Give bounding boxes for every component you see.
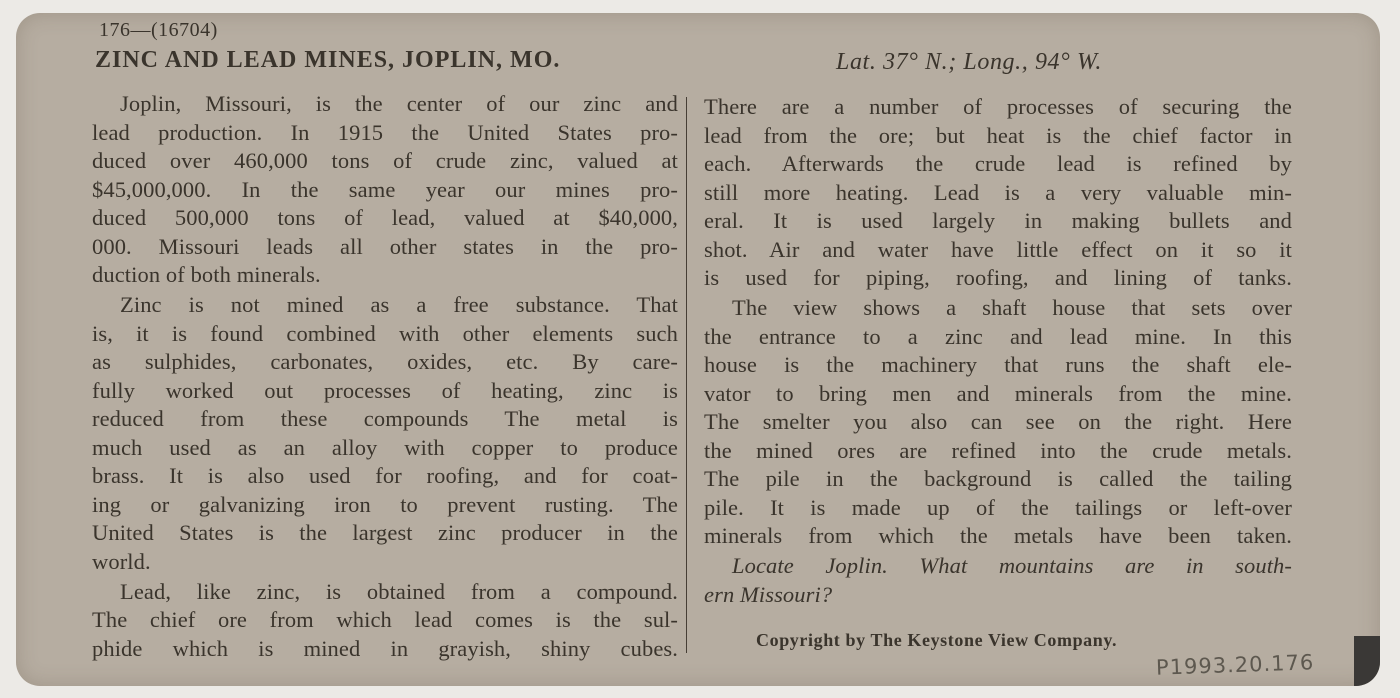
text-line: Joplin, Missouri, is the center of our zinc and: [120, 91, 678, 116]
column-divider: [686, 97, 687, 653]
text-line: as sulphides, carbonates, oxides, etc. By care-: [92, 349, 678, 374]
text-line: is used for piping, roofing, and lining of tanks.: [704, 265, 1292, 290]
corner-wear: [1354, 636, 1380, 686]
text-line: United States is the largest zinc producer in the: [92, 520, 678, 545]
text-line: still more heating. Lead is a very valuable min-: [704, 179, 1292, 205]
question-line: Locate Joplin. What mountains are in south-: [732, 553, 1292, 578]
text-line: The chief ore from which lead comes is the sul-: [92, 607, 678, 632]
text-line: lead from the ore; but heat is the chief factor in: [704, 122, 1292, 148]
question-line: ern Missouri?: [704, 581, 833, 607]
text-line: pile. It is made up of the tailings or left-over: [704, 494, 1292, 520]
catalog-number: 176—(16704): [99, 19, 218, 41]
text-line: fully worked out processes of heating, zinc is: [92, 377, 678, 403]
right-text-column: [704, 93, 1292, 609]
text-line: shot. Air and water have little effect on it so it: [704, 236, 1292, 262]
text-line: minerals from which the metals have been taken.: [704, 523, 1292, 548]
text-line: Lead, like zinc, is obtained from a compound.: [120, 578, 678, 604]
text-line: reduced from these compounds The metal is: [92, 406, 678, 431]
text-line: The pile in the background is called the tailing: [704, 466, 1292, 491]
text-line: is, it is found combined with other elements such: [92, 320, 678, 346]
text-line: lead production. In 1915 the United States pro-: [92, 119, 678, 145]
left-text-column: [92, 90, 678, 663]
text-line: 000. Missouri leads all other states in the pro-: [92, 233, 678, 259]
text-line: brass. It is also used for roofing, and for coat-: [92, 463, 678, 488]
copyright-notice: Copyright by The Keystone View Company.: [756, 630, 1118, 650]
lat-long: Lat. 37° N.; Long., 94° W.: [836, 49, 1102, 75]
text-line: There are a number of processes of securing the: [704, 94, 1292, 119]
accession-number: P1993.20.176: [1155, 650, 1315, 680]
card-title: ZINC AND LEAD MINES, JOPLIN, MO.: [95, 47, 561, 73]
text-line: The view shows a shaft house that sets over: [732, 295, 1292, 320]
text-line: house is the machinery that runs the shaft ele-: [704, 352, 1292, 377]
text-line: duced 500,000 tons of lead, valued at $40,000,: [92, 205, 678, 230]
text-line: the mined ores are refined into the crude metals.: [704, 437, 1292, 463]
text-line: ing or galvanizing iron to prevent rusting. The: [92, 491, 678, 517]
text-line: much used as an alloy with copper to produce: [92, 434, 678, 460]
text-line: The smelter you also can see on the right. Here: [704, 409, 1292, 434]
text-line: world.: [92, 548, 151, 574]
text-line: $45,000,000. In the same year our mines pro-: [92, 176, 678, 202]
text-line: phide which is mined in grayish, shiny cubes.: [92, 635, 678, 661]
text-line: duction of both minerals.: [92, 262, 321, 287]
text-line: the entrance to a zinc and lead mine. In this: [704, 323, 1292, 349]
stereograph-card-back: [16, 13, 1380, 686]
text-line: duced over 460,000 tons of crude zinc, valued at: [92, 148, 678, 173]
text-line: eral. It is used largely in making bullets and: [704, 208, 1292, 233]
text-line: each. Afterwards the crude lead is refined by: [704, 151, 1292, 176]
text-line: vator to bring men and minerals from the mine.: [704, 380, 1292, 406]
text-line: Zinc is not mined as a free substance. That: [120, 292, 678, 317]
